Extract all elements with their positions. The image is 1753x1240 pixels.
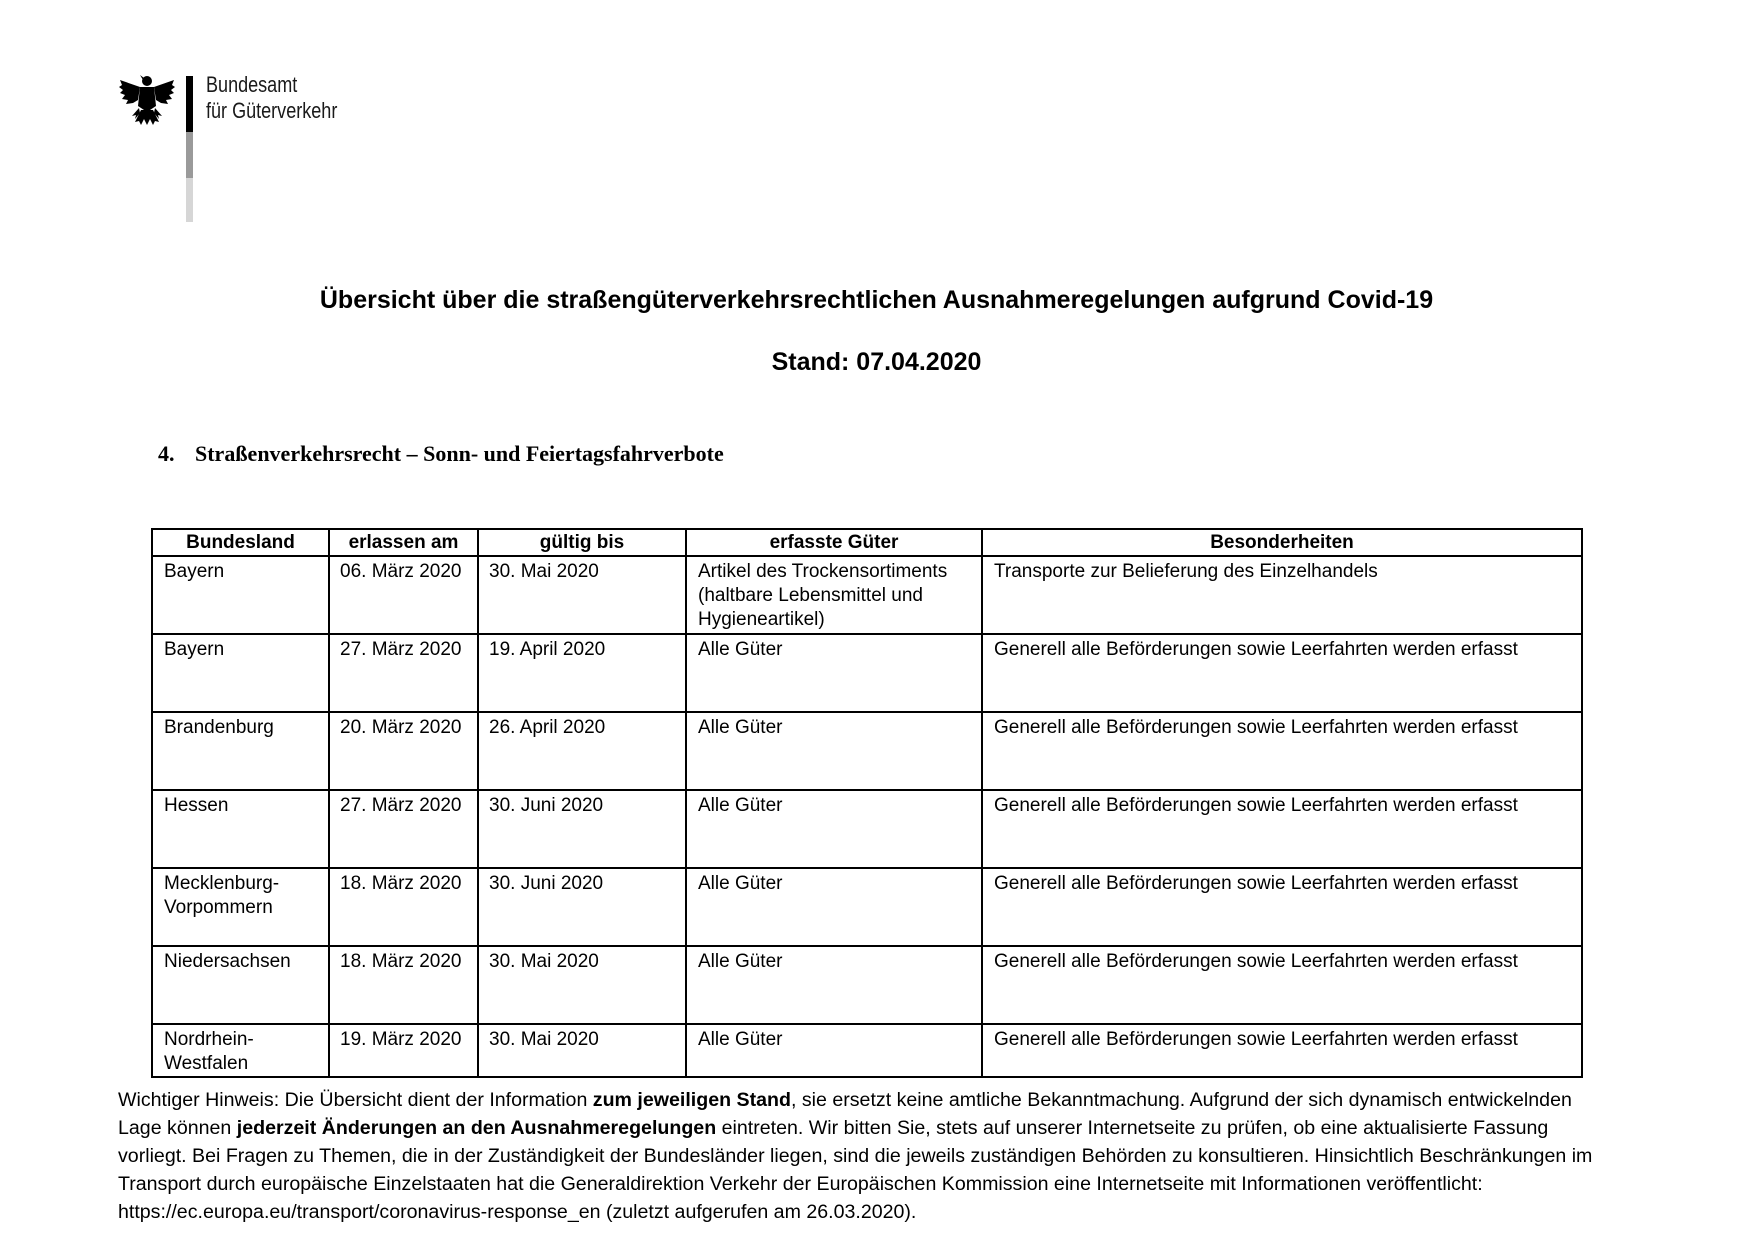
agency-name [206, 72, 337, 124]
table-row [152, 556, 1582, 634]
cell-erlassen: 20. März 2020 [329, 712, 478, 790]
agency-name-line2: für Güterverkehr [206, 98, 338, 123]
regulations-table [151, 528, 1583, 1078]
agency-name-line1: Bundesamt [206, 72, 298, 97]
cell-gueter: Alle Güter [686, 1024, 982, 1077]
col-header-erlassen: erlassen am [329, 529, 478, 556]
table-row [152, 946, 1582, 1024]
col-header-gueltig: gültig bis [478, 529, 686, 556]
cell-besonderheiten: Generell alle Beförderungen sowie Leerfahrten werden erfasst [982, 634, 1582, 712]
cell-gueter: Artikel des Trockensortiments (haltbare Lebensmittel und Hygieneartikel) [686, 556, 982, 634]
notice-bold-1: zum jeweiligen Stand [592, 1089, 791, 1111]
table-row [152, 790, 1582, 868]
cell-bundesland: Mecklenburg-Vorpommern [152, 868, 329, 946]
cell-gueter: Alle Güter [686, 712, 982, 790]
cell-gueter: Alle Güter [686, 790, 982, 868]
cell-erlassen: 27. März 2020 [329, 634, 478, 712]
cell-besonderheiten: Generell alle Beförderungen sowie Leerfahrten werden erfasst [982, 790, 1582, 868]
cell-gueltig: 26. April 2020 [478, 712, 686, 790]
table-header-row [152, 529, 1582, 556]
notice-text-2: , sie ersetzt keine amtliche Bekanntmachung. Aufgrund der sich dynamisch entwickelnden Lage können [118, 1089, 1572, 1139]
cell-bundesland: Brandenburg [152, 712, 329, 790]
table-row [152, 1024, 1582, 1077]
document-title: Übersicht über die straßengüterverkehrsrechtlichen Ausnahmeregelungen aufgrund Covid-19 [319, 286, 1434, 314]
col-header-besonderheiten: Besonderheiten [982, 529, 1582, 556]
document-date: Stand: 07.04.2020 [771, 348, 982, 376]
cell-bundesland: Niedersachsen [152, 946, 329, 1024]
federal-eagle-icon [118, 72, 176, 126]
cell-gueter: Alle Güter [686, 868, 982, 946]
cell-gueltig: 30. Juni 2020 [478, 868, 686, 946]
cell-besonderheiten: Generell alle Beförderungen sowie Leerfahrten werden erfasst [982, 946, 1582, 1024]
cell-besonderheiten: Generell alle Beförderungen sowie Leerfahrten werden erfasst [982, 868, 1582, 946]
cell-gueltig: 30. Mai 2020 [478, 556, 686, 634]
cell-gueter: Alle Güter [686, 634, 982, 712]
important-notice [118, 1086, 1618, 1226]
cell-gueltig: 30. Juni 2020 [478, 790, 686, 868]
cell-gueltig: 19. April 2020 [478, 634, 686, 712]
cell-gueter: Alle Güter [686, 946, 982, 1024]
cell-erlassen: 27. März 2020 [329, 790, 478, 868]
cell-erlassen: 06. März 2020 [329, 556, 478, 634]
cell-erlassen: 19. März 2020 [329, 1024, 478, 1077]
col-header-gueter: erfasste Güter [686, 529, 982, 556]
section-title: Straßenverkehrsrecht – Sonn- und Feiertagsfahrverbote [195, 441, 724, 466]
col-header-bundesland: Bundesland [152, 529, 329, 556]
table-row [152, 634, 1582, 712]
table-row [152, 868, 1582, 946]
cell-erlassen: 18. März 2020 [329, 946, 478, 1024]
section-number: 4. [158, 441, 175, 466]
cell-besonderheiten: Transporte zur Belieferung des Einzelhandels [982, 556, 1582, 634]
notice-text-3: eintreten. Wir bitten Sie, stets auf unserer Internetseite zu prüfen, ob eine aktualisierte Fassung vorliegt. Bei Fragen zu Themen, die in der Zuständigkeit der Bundesländer liegen, sind die jeweils zuständigen Behörden zu konsultieren. Hinsichtlich Beschränkungen im Transport durch europäische Einzelstaaten hat die Generaldirektion Verkehr der Europäischen Kommission eine Internetseite mit Informationen veröffentlicht: https://ec.europa.eu/transport/coronavirus-response_en (zuletzt aufgerufen am 26.03.2020). [118, 1117, 1593, 1223]
notice-text-1: Wichtiger Hinweis: Die Übersicht dient der Information [118, 1089, 593, 1111]
cell-bundesland: Bayern [152, 634, 329, 712]
cell-besonderheiten: Generell alle Beförderungen sowie Leerfahrten werden erfasst [982, 1024, 1582, 1077]
cell-gueltig: 30. Mai 2020 [478, 946, 686, 1024]
cell-besonderheiten: Generell alle Beförderungen sowie Leerfahrten werden erfasst [982, 712, 1582, 790]
cell-erlassen: 18. März 2020 [329, 868, 478, 946]
cell-bundesland: Hessen [152, 790, 329, 868]
logo-color-bar [186, 76, 193, 222]
cell-bundesland: Bayern [152, 556, 329, 634]
table-row [152, 712, 1582, 790]
cell-gueltig: 30. Mai 2020 [478, 1024, 686, 1077]
cell-bundesland: Nordrhein-Westfalen [152, 1024, 329, 1077]
notice-bold-2: jederzeit Änderungen an den Ausnahmeregelungen [236, 1117, 717, 1139]
section-heading [158, 441, 724, 467]
